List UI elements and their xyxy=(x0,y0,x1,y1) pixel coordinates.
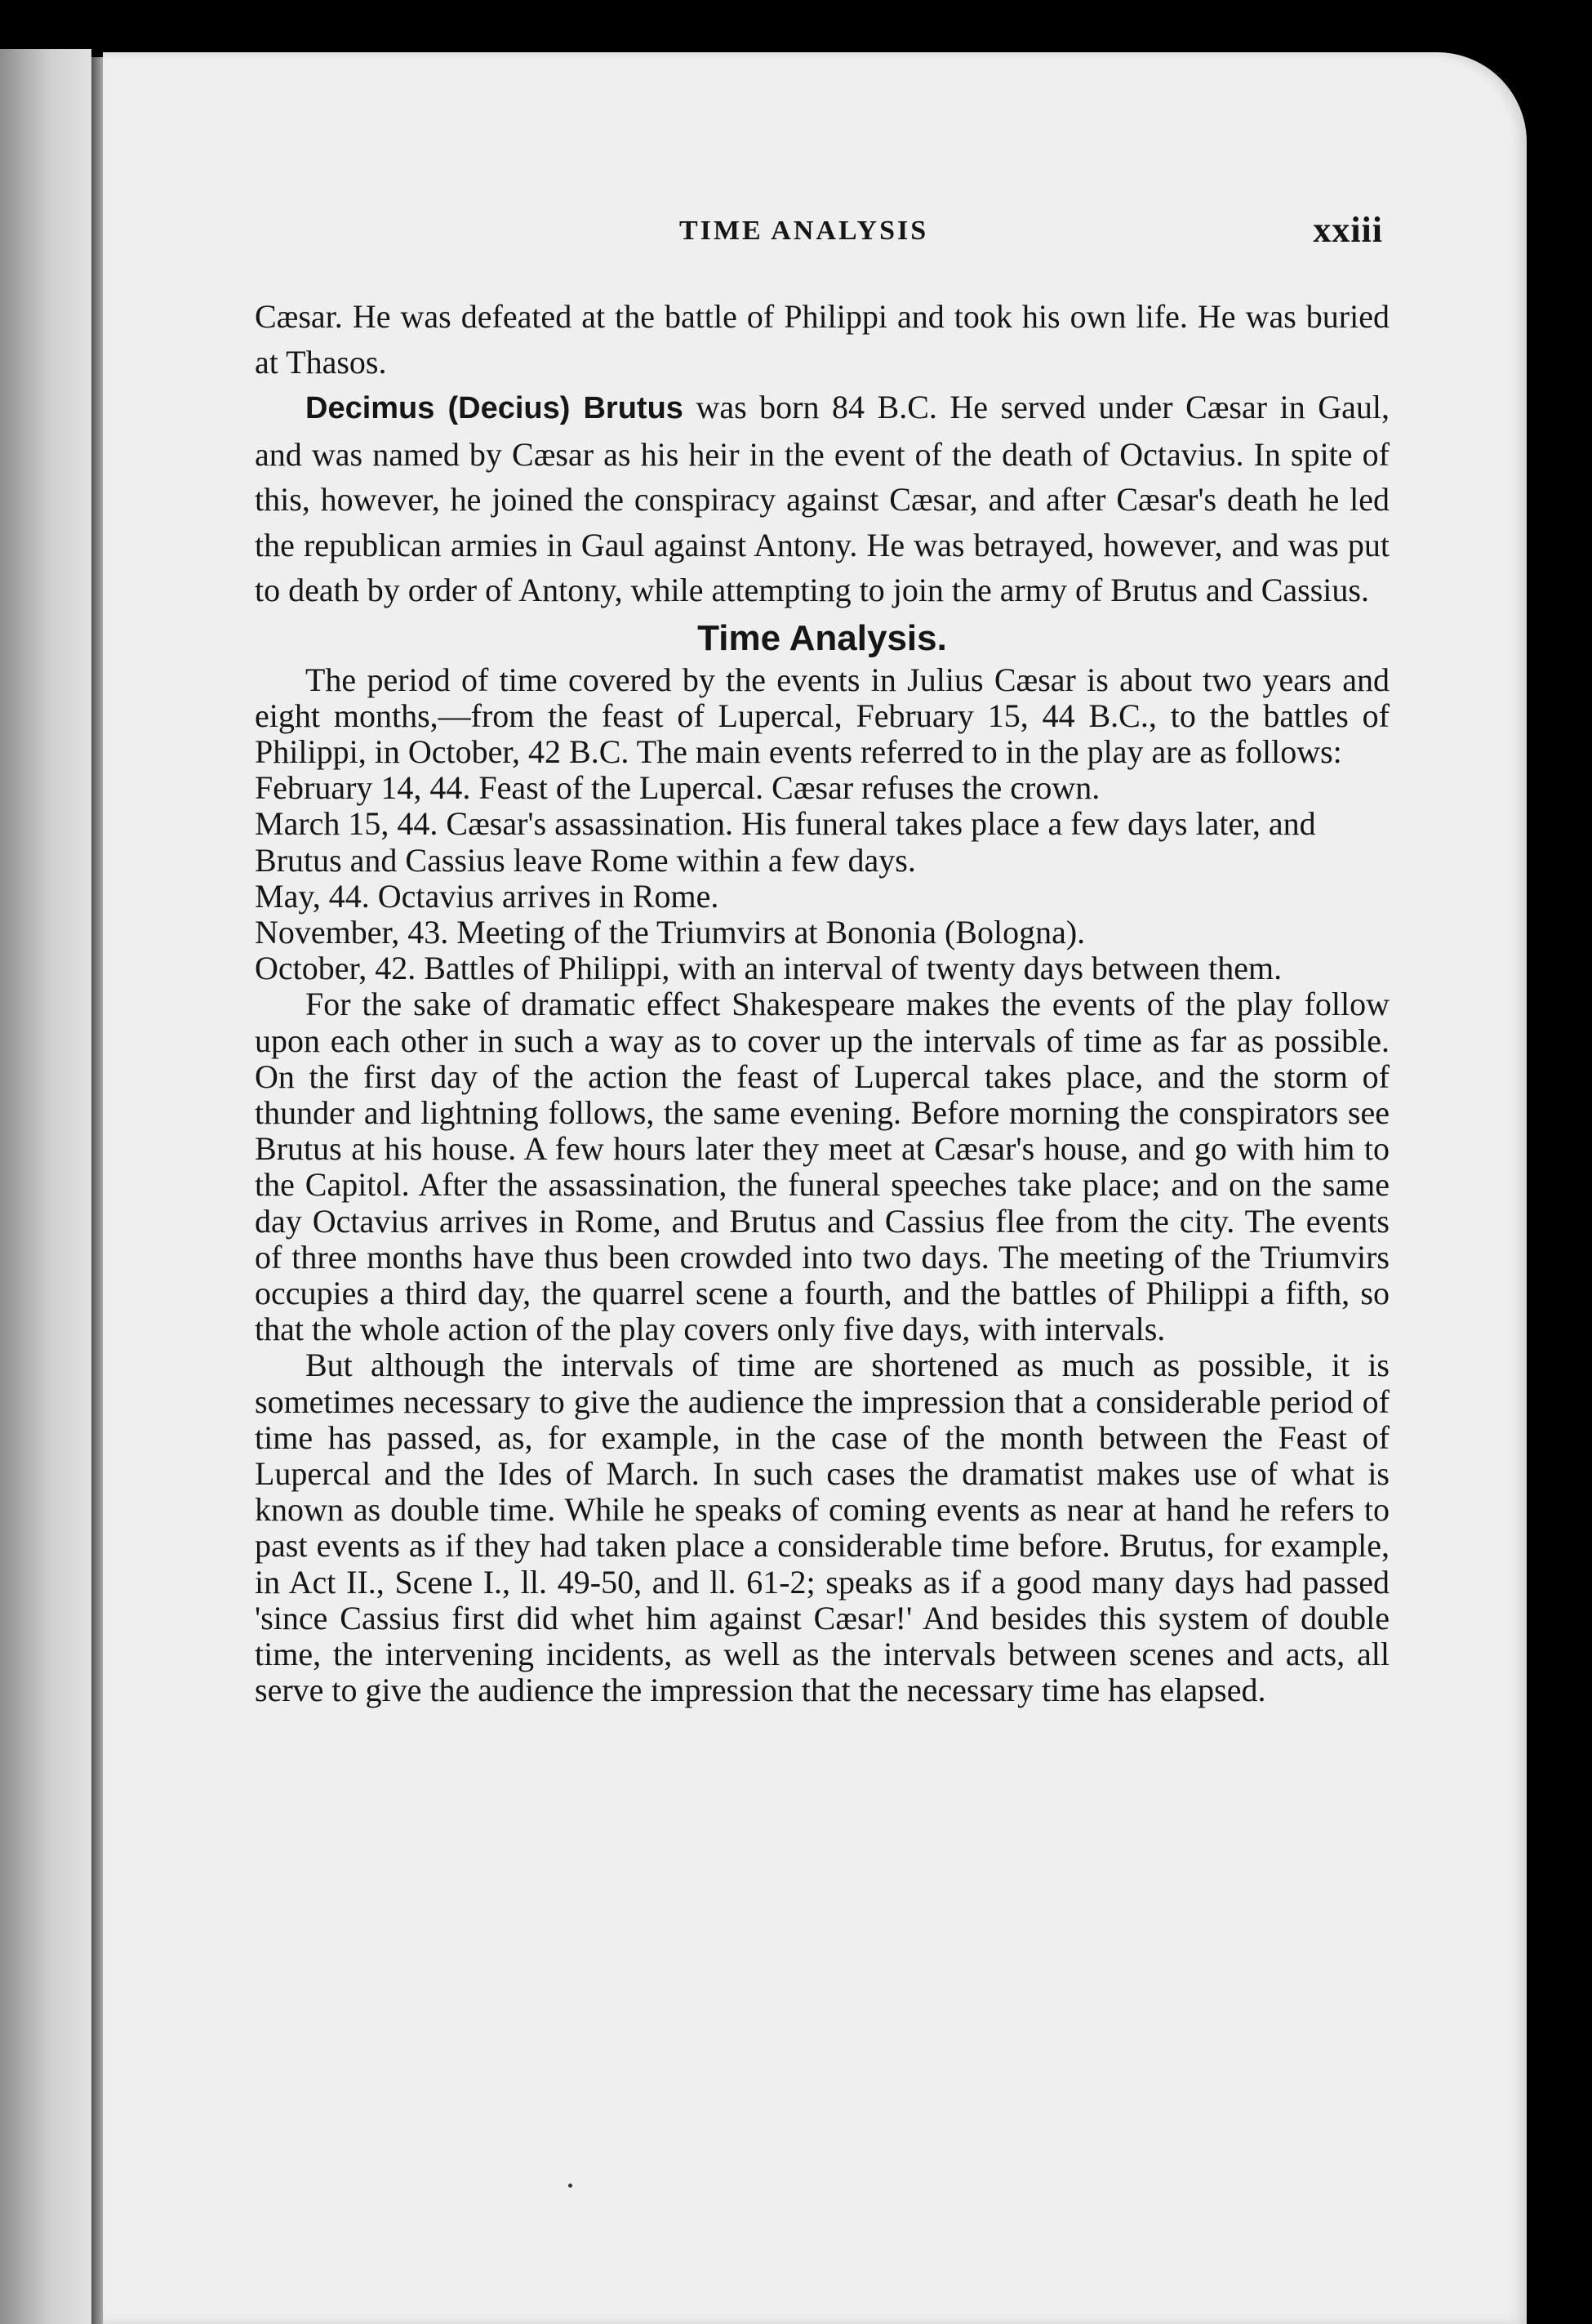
ink-speck xyxy=(568,2184,572,2188)
paragraph-double-time: But although the intervals of time are shortened as much as possible, it is sometimes necessary to give the audience the impression that a considerable period of time has passed, as, for example, in the case of the month between the Feast of Lupercal and the Ides of March. In such cases the dramatist makes use of what is known as double time. While he speaks of coming events as near at hand he refers to past events as if they had taken place a considerable time before. Brutus, for example, in Act II., Scene I., ll. 49-50, and ll. 61-2; speaks as if a good many days had passed 'since Cassius first did whet him against Cæsar!' And besides this system of double time, the intervening incidents, as well as the intervals between scenes and acts, all serve to give the audience the impression that the necessary time has elapsed. xyxy=(255,1347,1390,1709)
paragraph-time-period: The period of time covered by the events in Julius Cæsar is about two years and eight months,—from the feast of Lupercal, February 15, 44 B.C., to the battles of Philippi, in October, 42 B.C. The main events referred to in the play are as follows: xyxy=(255,661,1390,770)
event-item xyxy=(255,770,1390,806)
event-item xyxy=(255,879,1390,915)
entry-name: Decimus (Decius) Brutus xyxy=(305,391,683,425)
running-title: TIME ANALYSIS xyxy=(679,216,929,246)
event-date: October, 42. xyxy=(255,950,416,987)
paragraph-dramatic-effect: For the sake of dramatic effect Shakespeare makes the events of the play follow upon each other in such a way as to cover up the intervals of time as far as possible. On the first day of the action the feast of Lupercal takes place, and the storm of thunder and lightning follows, the same evening. Before morning the conspirators see Brutus at his house. A few hours later they meet at Cæsar's house, and go with him to the Capitol. After the assassination, the funeral speeches take place; and on the same day Octavius arrives in Rome, and Brutus and Cassius flee from the city. The events of three months have thus been crowded into two days. The meeting of the Triumvirs occupies a third day, the quarrel scene a fourth, and the battles of Philippi a fifth, so that the whole action of the play covers only five days, with intervals. xyxy=(255,986,1390,1348)
event-date: May, 44. xyxy=(255,877,370,915)
event-date: March 15, 44. xyxy=(255,805,438,843)
page-content xyxy=(255,210,1390,1709)
page-number: xxiii xyxy=(1313,210,1383,250)
event-text: Meeting of the Triumvirs at Bononia (Bologna). xyxy=(456,913,1086,951)
event-date: November, 43. xyxy=(255,913,449,951)
book-page xyxy=(103,52,1527,2324)
event-item xyxy=(255,915,1390,951)
event-text: Battles of Philippi, with an interval of twenty days between them. xyxy=(424,950,1283,987)
running-head xyxy=(255,210,1390,265)
paragraph-decimus-brutus xyxy=(255,385,1390,613)
book-gutter xyxy=(91,57,103,2324)
event-date: February 14, 44. xyxy=(255,769,471,807)
event-text: Octavius arrives in Rome. xyxy=(377,877,719,915)
event-text: Cæsar's assassination. His funeral takes place a few days later, and Brutus and Cassius leave Rome within a few days. xyxy=(255,805,1316,879)
previous-page-edge xyxy=(0,49,91,2324)
section-heading: Time Analysis. xyxy=(697,617,947,658)
event-list xyxy=(255,770,1390,986)
event-item xyxy=(255,951,1390,986)
paragraph-continuation: Cæsar. He was defeated at the battle of Philippi and took his own life. He was buried at Thasos. xyxy=(255,298,1390,381)
entry-text: was born 84 B.C. He served under Cæsar in Gaul, and was named by Cæsar as his heir in the event of the death of Octavius. In spite of this, however, he joined the conspiracy against Cæsar, and after Cæsar's death he led the republican armies in Gaul against Antony. He was betrayed, however, and was put to death by order of Antony, while attempting to join the army of Brutus and Cassius. xyxy=(255,389,1390,608)
event-item xyxy=(255,806,1390,878)
event-text: Feast of the Lupercal. Cæsar refuses the crown. xyxy=(478,769,1101,807)
